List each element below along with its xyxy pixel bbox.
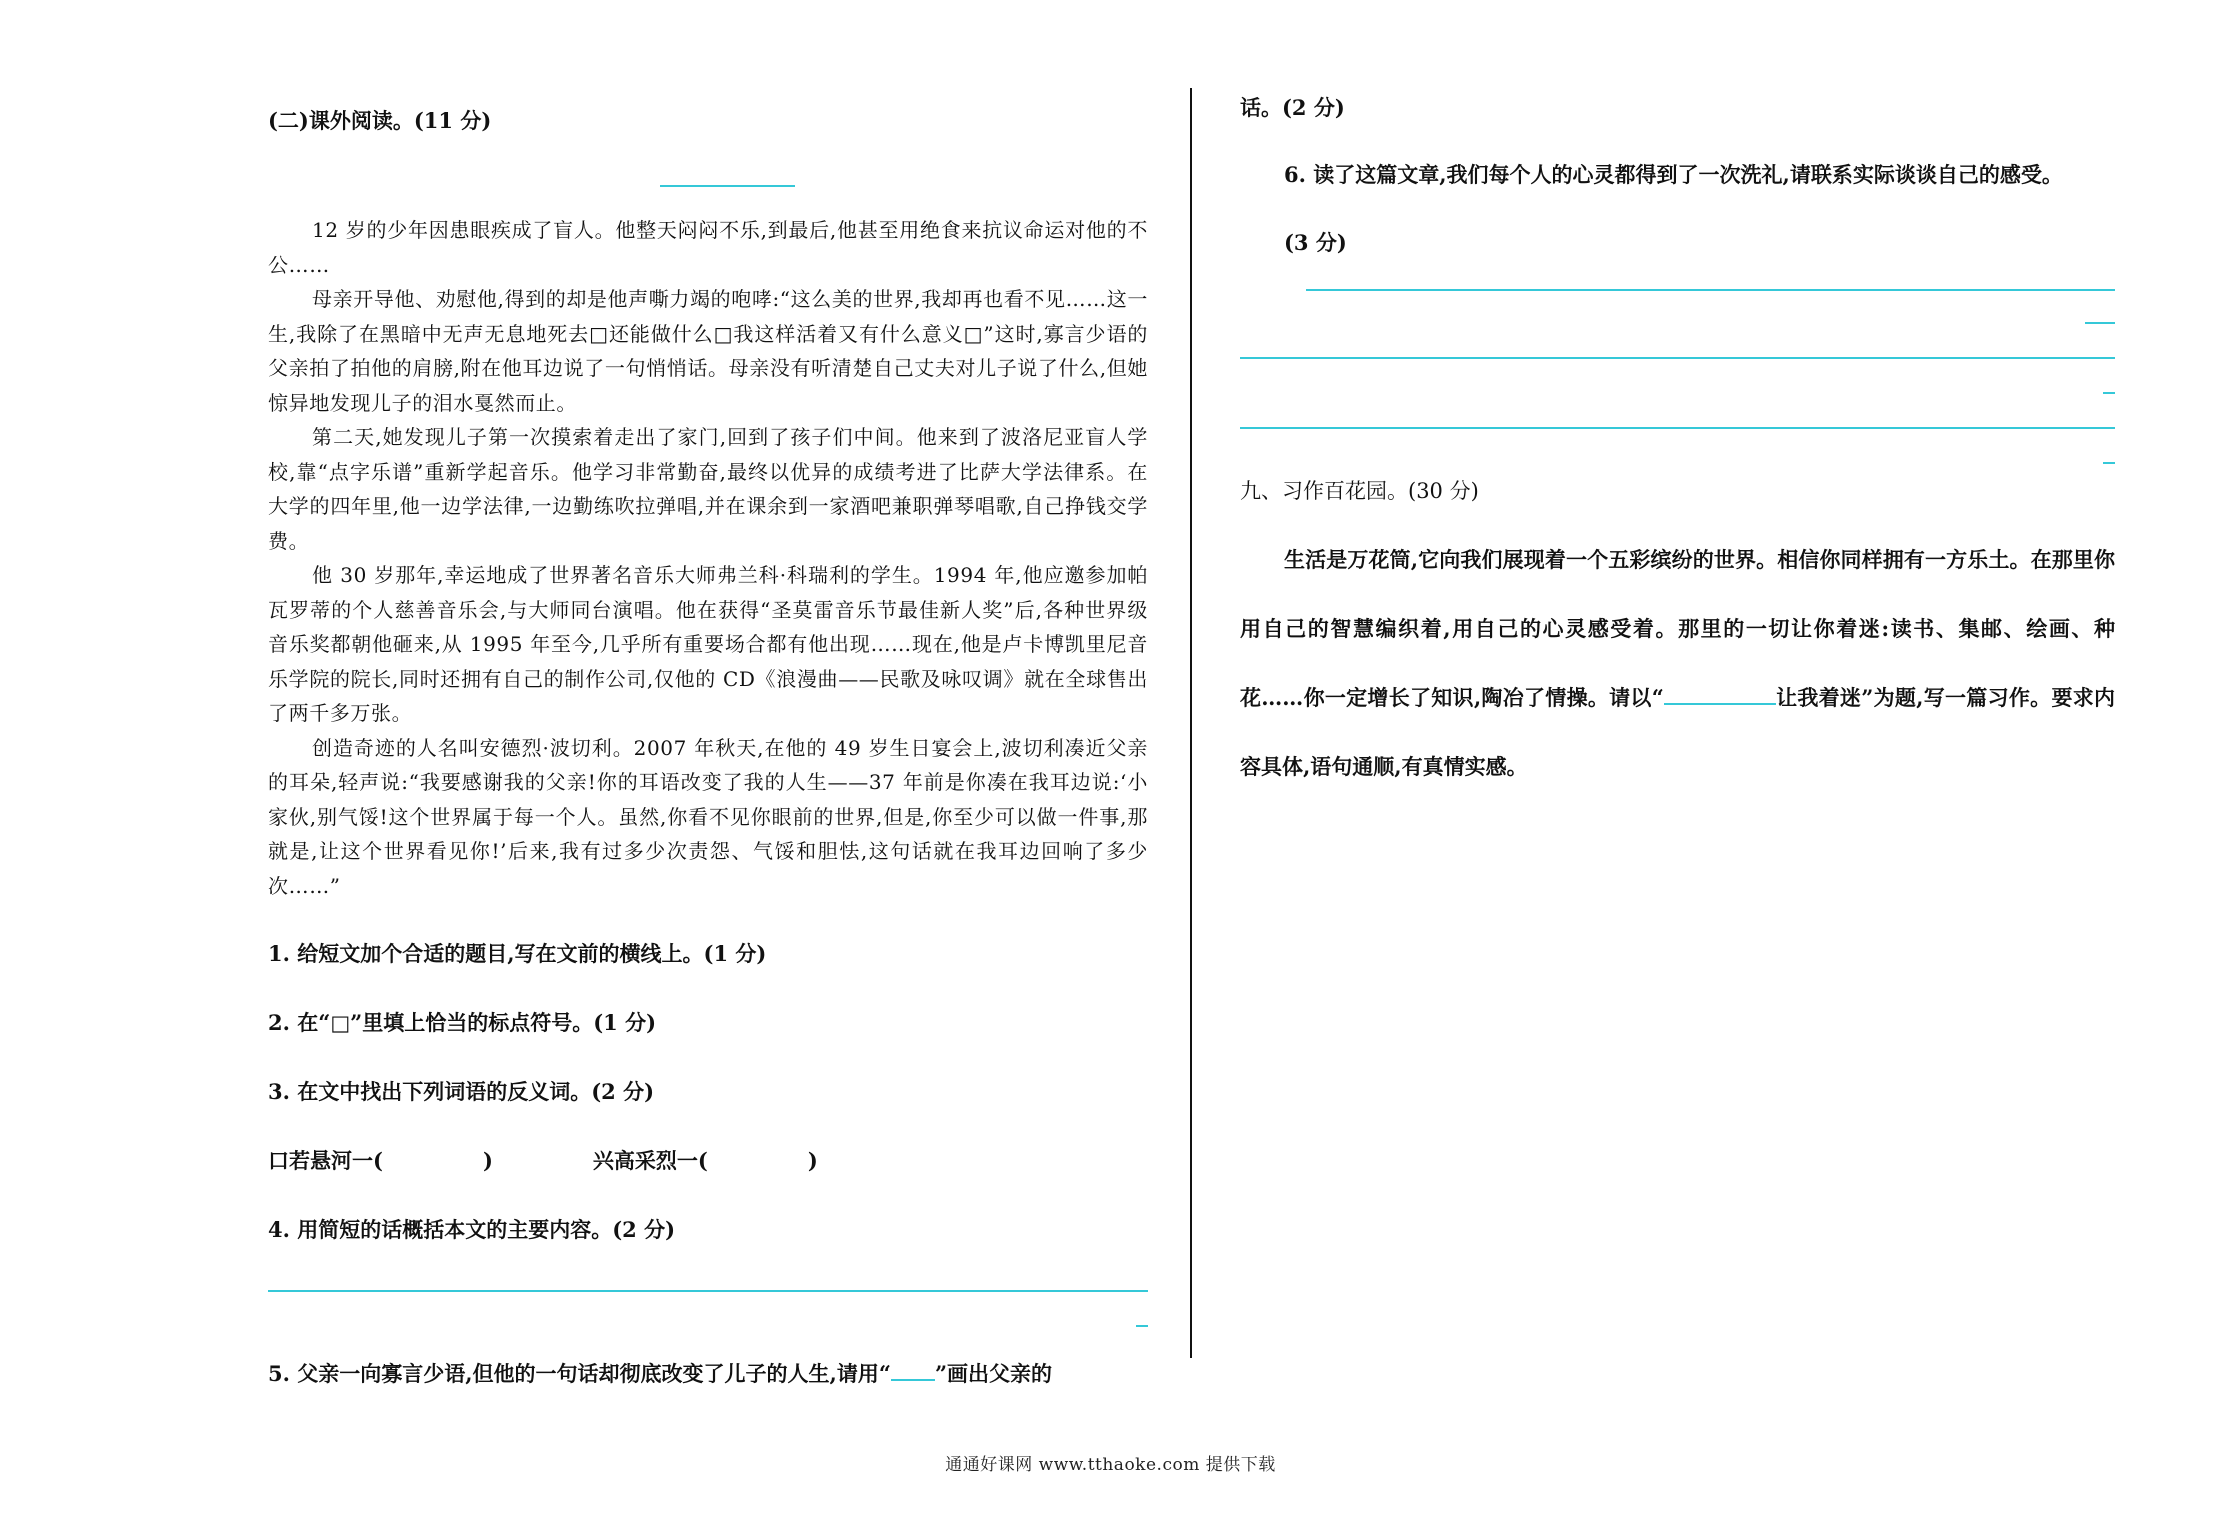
antonym-b-label: 兴高采烈一( <box>592 1148 708 1173</box>
antonym-b-close: ) <box>807 1148 818 1173</box>
question-5-continued: 话。(2 分) <box>1240 95 1345 120</box>
passage-paragraph-2: 母亲开导他、劝慰他,得到的却是他声嘶力竭的咆哮:“这么美的世界,我却再也看不见……这一生,我除了在黑暗中无声无息地死去□还能做什么□我这样活着又有什么意义□”这时,寡言少语的父亲拍了拍他的肩膀,附在他耳边说了一句悄悄话。母亲没有听清楚自己丈夫对儿子说了什么,但她惊异地发现儿子的泪水戛然而止。 <box>268 287 1148 415</box>
column-divider <box>1190 88 1192 1358</box>
antonym-a-close: ) <box>482 1148 493 1173</box>
antonym-row <box>268 1126 1148 1195</box>
essay-prompt <box>1240 525 2115 801</box>
antonym-a-label: 口若悬河一( <box>268 1148 383 1173</box>
passage-paragraph-5: 创造奇迹的人名叫安德烈·波切利。2007 年秋天,在他的 49 岁生日宴会上,波切利凑近父亲的耳朵,轻声说:“我要感谢我的父亲!你的耳语改变了我的人生——37 年前是你凑在我耳边说:‘小家伙,别气馁!这个世界属于每一个人。虽然,你看不见你眼前的世界,但是,你至少可以做一件事,那就是,让这个世界看见你!’后来,我有过多少次责怨、气馁和胆怯,这句话就在我耳边回响了多少次……” <box>268 735 1148 898</box>
question-5 <box>268 1339 1148 1408</box>
question-6: 6. 读了这篇文章,我们每个人的心灵都得到了一次洗礼,请联系实际谈谈自己的感受。 <box>1284 162 2063 187</box>
q6-answer-line-3-end <box>2103 462 2115 464</box>
section-title-reading: (二)课外阅读。(11 分) <box>268 108 492 133</box>
section-title-writing: 九、习作百花园。(30 分) <box>1240 479 1479 503</box>
passage-paragraph-1: 12 岁的少年因患眼疾成了盲人。他整天闷闷不乐,到最后,他甚至用绝食来抗议命运对他的不公…… <box>268 218 1148 277</box>
q5-underline-sample <box>891 1359 935 1381</box>
question-4: 4. 用简短的话概括本文的主要内容。(2 分) <box>268 1217 676 1242</box>
essay-title-blank[interactable] <box>1664 683 1776 705</box>
passage-paragraph-3: 第二天,她发现儿子第一次摸索着走出了家门,回到了孩子们中间。他来到了波洛尼亚盲人学校,靠“点字乐谱”重新学起音乐。他学习非常勤奋,最终以优异的成绩考进了比萨大学法律系。在大学的四年里,他一边学法律,一边勤练吹拉弹唱,并在课余到一家酒吧兼职弹琴唱歌,自己挣钱交学费。 <box>268 425 1148 553</box>
question-6-score: (3 分) <box>1284 230 1347 255</box>
q4-answer-line-end <box>1136 1325 1148 1327</box>
essay-prompt-text: 生活是万花筒,它向我们展现着一个五彩缤纷的世界。相信你同样拥有一方乐土。在那里你用自己的智慧编织着,用自己的心灵感受着。那里的一切让你着迷:读书、集邮、绘画、种花……你一定增长了知识,陶冶了情操。请以“ <box>1240 547 2115 710</box>
question-2: 2. 在“□”里填上恰当的标点符号。(1 分) <box>268 1010 657 1035</box>
question-5-text-end: ”画出父亲的 <box>934 1361 1053 1386</box>
left-column <box>268 95 1148 1408</box>
question-5-text: 5. 父亲一向寡言少语,但他的一句话却彻底改变了儿子的人生,请用“ <box>268 1361 891 1386</box>
passage-paragraph-4: 他 30 岁那年,幸运地成了世界著名音乐大师弗兰科·科瑞利的学生。1994 年,他应邀参加帕瓦罗蒂的个人慈善音乐会,与大师同台演唱。他在获得“圣莫雷音乐节最佳新人奖”后,各种世界级音乐奖都朝他砸来,从 1995 年至今,几乎所有重要场合都有他出现……现在,他是卢卡博凯里尼音乐学院的院长,同时还拥有自己的制作公司,仅他的 CD《浪漫曲——民歌及咏叹调》就在全球售出了两千多万张。 <box>268 563 1148 725</box>
question-1: 1. 给短文加个合适的题目,写在文前的横线上。(1 分) <box>268 941 767 966</box>
footer-credit: 通通好课网 www.tthaoke.com 提供下载 <box>945 1455 1276 1475</box>
question-3: 3. 在文中找出下列词语的反义词。(2 分) <box>268 1079 655 1104</box>
right-column <box>1240 95 2115 801</box>
essay-prompt-text-end: 让我着迷”为题,写一篇习作。要求内容具体,语句通顺,有真情实感。 <box>1240 685 2116 779</box>
